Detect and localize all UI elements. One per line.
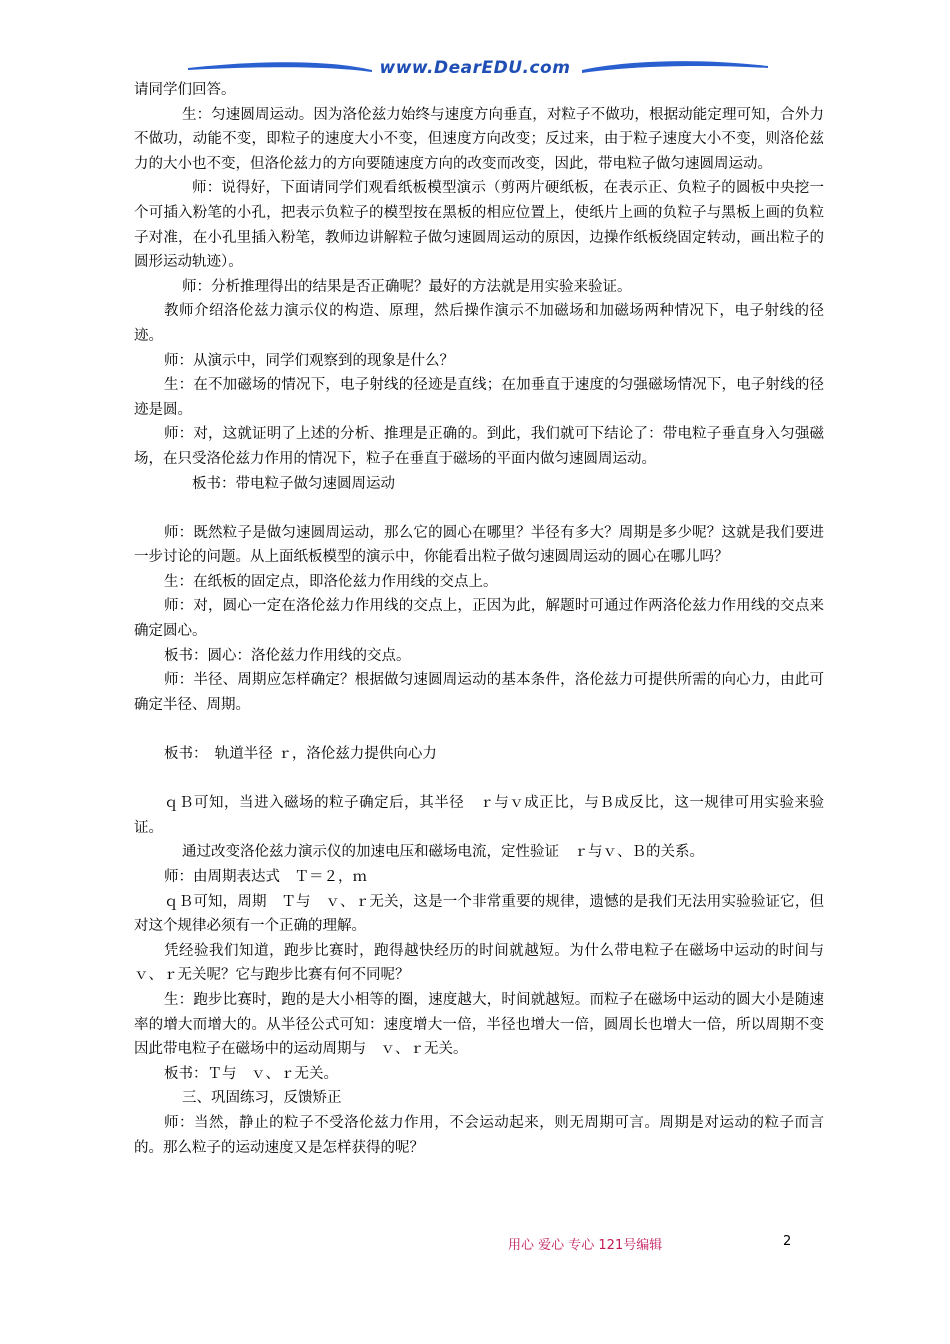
header-site-url[interactable]: www.DearEDU.com [379,58,571,78]
paragraph: 生：在纸板的固定点，即洛伦兹力作用线的交点上。 [164,573,498,590]
blank-line [134,496,824,521]
page-footer [0,1234,950,1254]
paragraph: 师：当然，静止的粒子不受洛伦兹力作用，不会运动起来，则无周期可言。周期是对运动的粒子而言的。那么粒子的运动速度又是怎样获得的呢？ [134,1114,824,1156]
paragraph: 通过改变洛伦兹力演示仪的加速电压和磁场电流，定性验证 ｒ与ｖ、Ｂ的关系。 [182,844,704,861]
paragraph: 师：说得好，下面请同学们观看纸板模型演示（剪两片硬纸板，在表示正、负粒子的圆板中央挖一个可插入粉笔的小孔，把表示负粒子的模型按在黑板的相应位置上，使纸片上画的负粒子与黑板上画的负粒子对准，在小孔里插入粉笔，教师边讲解粒子做匀速圆周运动的原因，边操作纸板绕固定转动，画出粒子的圆形运动轨迹）。 [134,180,824,271]
paragraph: ｑＢ可知，当进入磁场的粒子确定后，其半径 ｒ与ｖ成正比，与Ｂ成反比，这一规律可用实验来验证。 [134,795,824,836]
paragraph: 生：匀速圆周运动。因为洛伦兹力始终与速度方向垂直，对粒子不做功，根据动能定理可知，合外力不做功，动能不变，即粒子的速度大小不变，但速度方向改变；反过来，由于粒子速度大小不变，则洛伦兹力的大小也不变，但洛伦兹力的方向要随速度方向的改变而改变，因此，带电粒子做匀速圆周运动。 [134,106,824,172]
paragraph: 师：对，这就证明了上述的分析、推理是正确的。到此，我们就可下结论了：带电粒子垂直身入匀强磁场，在只受洛伦兹力作用的情况下，粒子在垂直于磁场的平面内做匀速圆周运动。 [134,426,824,467]
paragraph: 师：由周期表达式 Ｔ＝２，ｍ [164,869,367,885]
paragraph: 师：分析推理得出的结果是否正确呢？最好的方法就是用实验来验证。 [182,278,632,295]
page-number: 2 [783,1234,792,1249]
paragraph: 板书： 轨道半径 ｒ，洛伦兹力提供向心力 [164,746,437,763]
paragraph: 三、巩固练习，反馈矫正 [182,1090,342,1107]
paragraph: 师：从演示中，同学们观察到的现象是什么？ [164,352,454,369]
paragraph: 请同学们回答。 [134,82,236,98]
blank-line [134,767,824,792]
blank-line [134,717,824,742]
paragraph: ｑＢ可知，周期 Ｔ与 ｖ、ｒ无关，这是一个非常重要的规律，遗憾的是我们无法用实验验证它，但对这个规律必须有一个正确的理解。 [134,893,824,935]
paragraph: 板书：Ｔ与 ｖ、ｒ无关。 [164,1065,338,1082]
document-body [134,78,839,1160]
paragraph: 师：对，圆心一定在洛伦兹力作用线的交点上，正因为此，解题时可通过作两洛伦兹力作用线的交点来确定圆心。 [134,598,824,640]
paragraph: 教师介绍洛伦兹力演示仪的构造、原理，然后操作演示不加磁场和加磁场两种情况下，电子射线的径迹。 [134,303,824,344]
paragraph: 师：既然粒子是做匀速圆周运动，那么它的圆心在哪里？半径有多大？周期是多少呢？这就是我们要进一步讨论的问题。从上面纸板模型的演示中，你能看出粒子做匀速圆周运动的圆心在哪儿吗？ [134,524,824,566]
footer-slogan: 用心 爱心 专心 121号编辑 [508,1238,663,1253]
paragraph: 师：半径、周期应怎样确定？根据做匀速圆周运动的基本条件，洛伦兹力可提供所需的向心力，由此可确定半径、周期。 [134,672,824,713]
paragraph: 板书：带电粒子做匀速圆周运动 [192,475,395,492]
paragraph: 生：在不加磁场的情况下，电子射线的径迹是直线；在加垂直于速度的匀强磁场情况下，电子射线的径迹是圆。 [134,377,824,418]
paragraph: 凭经验我们知道，跑步比赛时，跑得越快经历的时间就越短。为什么带电粒子在磁场中运动的时间与 ｖ、ｒ无关呢？它与跑步比赛有何不同呢？ [134,942,839,984]
paragraph: 生：跑步比赛时，跑的是大小相等的圈，速度越大，时间就越短。而粒子在磁场中运动的圆大小是随速率的增大而增大的。从半径公式可知：速度增大一倍，半径也增大一倍，圆周长也增大一倍，所以周期不变因此带电粒子在磁场中的运动周期与 ｖ、ｒ无关。 [134,991,824,1058]
paragraph: 板书：圆心：洛伦兹力作用线的交点。 [164,647,411,664]
